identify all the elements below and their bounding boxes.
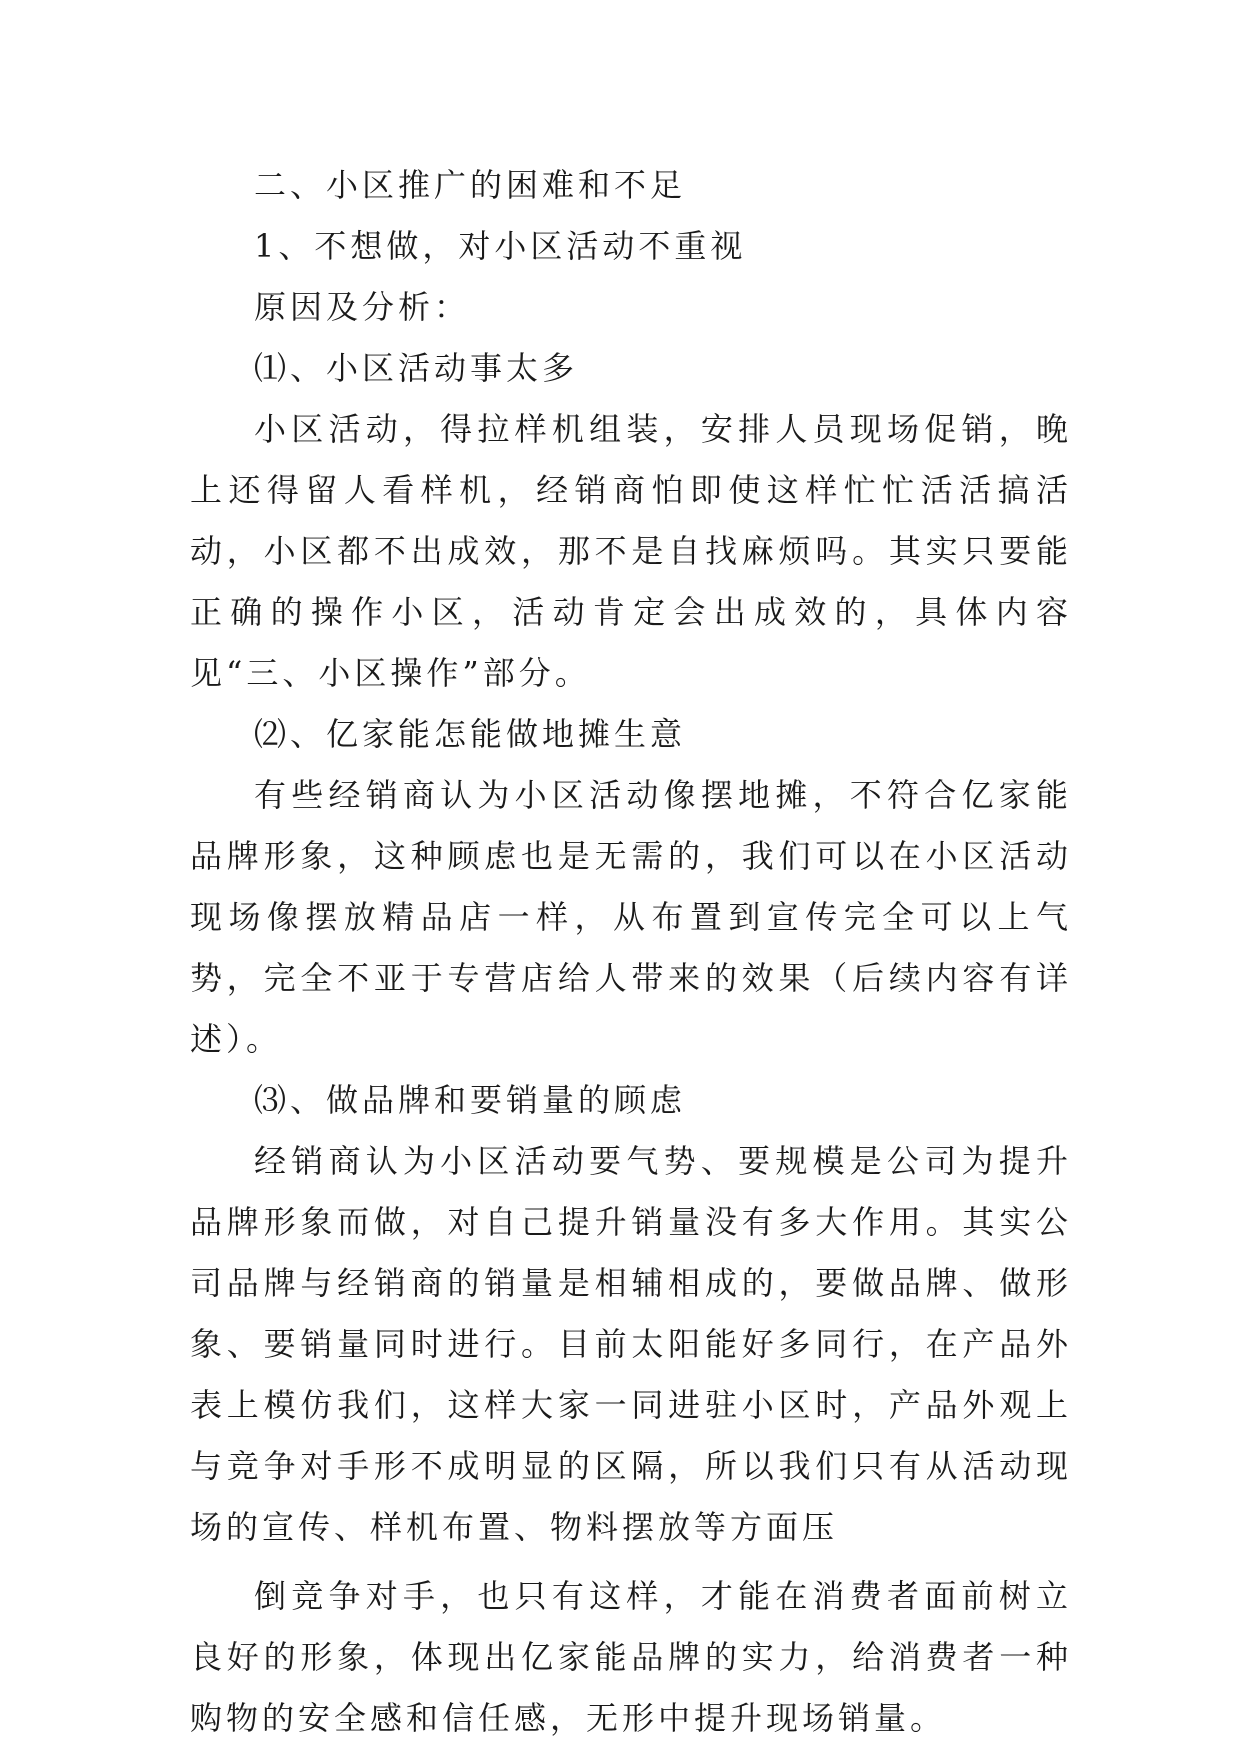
body-paragraph: 倒竞争对手，也只有这样，才能在消费者面前树立良好的形象，体现出亿家能品牌的实力，给消费者一种购物的安全感和信任感，无形中提升现场销量。 <box>190 1577 1072 1737</box>
subpoint-heading: ⑶、做品牌和要销量的顾虑 <box>254 1081 687 1119</box>
body-paragraph: 小区活动，得拉样机组装，安排人员现场促销，晚上还得留人看样机，经销商怕即使这样忙忙活活搞活动，小区都不出成效，那不是自找麻烦吗。其实只要能正确的操作小区，活动肯定会出成效的，具体内容见“三、小区操作”部分。 <box>190 410 1072 692</box>
body-paragraph: 有些经销商认为小区活动像摆地摊，不符合亿家能品牌形象，这种顾虑也是无需的，我们可以在小区活动现场像摆放精品店一样，从布置到宣传完全可以上气势，完全不亚于专营店给人带来的效果（后续内容有详述）。 <box>190 776 1072 1058</box>
body-paragraph: 经销商认为小区活动要气势、要规模是公司为提升品牌形象而做，对自己提升销量没有多大作用。其实公司品牌与经销商的销量是相辅相成的，要做品牌、做形象、要销量同时进行。目前太阳能好多同行，在产品外表上模仿我们，这样大家一同进驻小区时，产品外观上与竞争对手形不成明显的区隔，所以我们只有从活动现场的宣传、样机布置、物料摆放等方面压 <box>190 1142 1072 1546</box>
subheading: 1、不想做，对小区活动不重视 <box>254 227 747 265</box>
subpoint-heading: ⑵、亿家能怎能做地摊生意 <box>254 715 687 753</box>
analysis-label: 原因及分析： <box>254 288 471 326</box>
document-body <box>190 155 1072 1749</box>
section-heading: 二、小区推广的困难和不足 <box>254 166 687 204</box>
subpoint-heading: ⑴、小区活动事太多 <box>254 349 579 387</box>
